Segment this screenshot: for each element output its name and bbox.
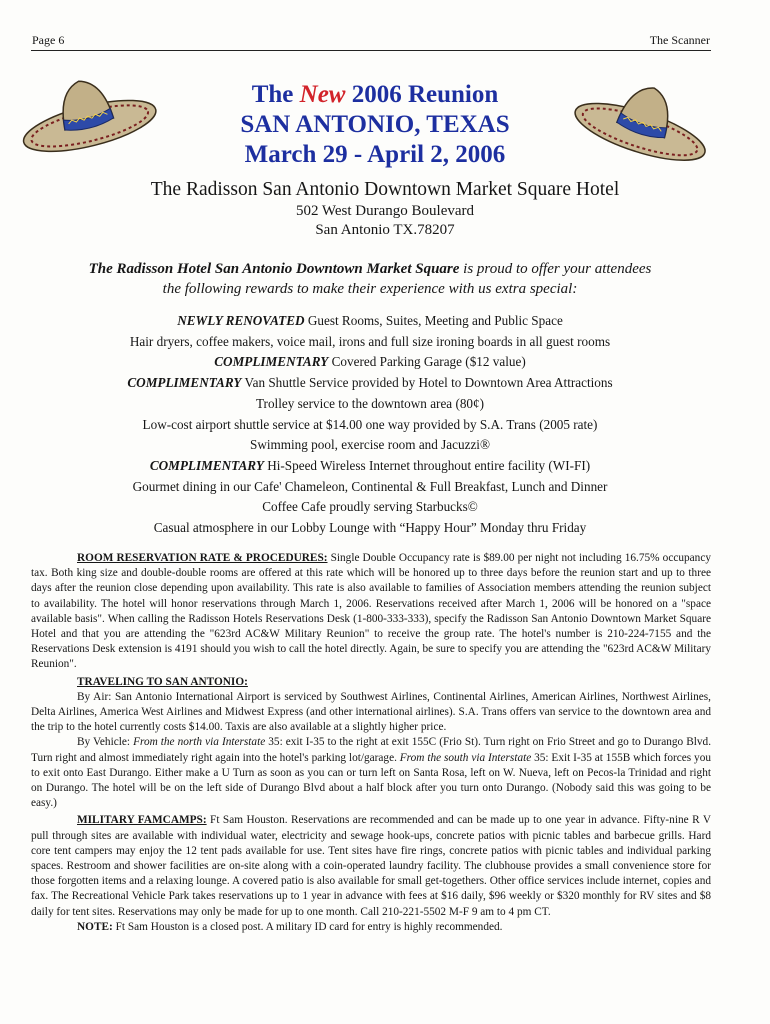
hotel-street: 502 West Durango Boulevard bbox=[295, 203, 475, 219]
hotel-name: The Radisson San Antonio Downtown Market Square Hotel bbox=[150, 179, 620, 200]
amenity-line: COMPLIMENTARY Van Shuttle Service provided by Hotel to Downtown Area Attractions bbox=[127, 375, 613, 391]
intro-hotel-name: The Radisson Hotel San Antonio Downtown Market Square bbox=[88, 261, 460, 277]
military-note bbox=[31, 920, 711, 935]
amenity-line: COMPLIMENTARY Covered Parking Garage ($12 value) bbox=[214, 354, 526, 370]
amenity-line: Coffee Cafe proudly serving Starbucks© bbox=[262, 499, 478, 515]
sombrero-right-icon bbox=[566, 74, 716, 164]
military-section bbox=[31, 813, 711, 919]
page-number: Page 6 bbox=[32, 33, 65, 47]
title-location: SAN ANTONIO, TEXAS bbox=[240, 111, 510, 138]
amenity-line: Trolley service to the downtown area (80¢) bbox=[255, 395, 485, 411]
hotel-info bbox=[60, 178, 710, 240]
traveling-heading: TRAVELING TO SAN ANTONIO: bbox=[77, 675, 248, 688]
amenity-line: Gourmet dining in our Cafe' Chameleon, Continental & Full Breakfast, Lunch and Dinner bbox=[132, 478, 608, 494]
traveling-vehicle: By Vehicle: From the north via Interstate 35: exit I-35 to the right at exit 155C (Frio St). Turn right on Frio Street and go to Durango Blvd. Turn right and almost immediately right again into the hotel's parking lot/garage. From the south via Interstate 35: Exit I-35 at 155B which forces you to exit onto East Durango. Either make a U Turn as soon as you can or turn left on Santa Rosa, left on W. Nueva, left on Pecos-la Trinidad and right on Durango. The hotel will be on the left side of Durango Blvd about a half block after you turn onto Durango. (Nobody said this was going to be easy.) bbox=[31, 736, 712, 810]
publication-name: The Scanner bbox=[649, 33, 710, 47]
traveling-air: By Air: San Antonio International Airport is serviced by Southwest Airlines, Continental Airlines, American Airlines, Northwest Airlines, Delta Airlines, America West Airlines and Midwest Express (and other international airlines). S.A. Trans offers van service to the downtown area and the trip to the hotel currently costs $14.00. Taxis are also available at a slightly higher price. bbox=[31, 690, 711, 734]
page-header bbox=[32, 33, 710, 48]
note-text: Ft Sam Houston is a closed post. A military ID card for entry is highly recommended. bbox=[112, 920, 503, 933]
amenities-list bbox=[40, 311, 700, 539]
sombrero-left-icon bbox=[14, 68, 164, 158]
title-new: New bbox=[299, 81, 346, 108]
military-heading: MILITARY FAMCAMPS: bbox=[77, 814, 207, 827]
amenity-line: Casual atmosphere in our Lobby Lounge with “Happy Hour” Monday thru Friday bbox=[153, 520, 587, 536]
intro-line-2: the following rewards to make their experience with us extra special: bbox=[162, 281, 578, 297]
reunion-title bbox=[175, 80, 575, 170]
reservation-section bbox=[31, 551, 711, 673]
amenity-line: Low-cost airport shuttle service at $14.00 one way provided by S.A. Trans (2005 rate) bbox=[142, 416, 598, 432]
title-line-1 bbox=[175, 80, 575, 110]
hotel-city: San Antonio TX.78207 bbox=[315, 222, 455, 238]
amenity-line: COMPLIMENTARY Hi-Speed Wireless Internet throughout entire facility (WI-FI) bbox=[149, 457, 591, 473]
title-dates: March 29 - April 2, 2006 bbox=[244, 141, 506, 168]
reservation-text: Single Double Occupancy rate is $89.00 per night not including 16.75% occupancy tax. Both king size and double-double rooms are offered at this rate which will be honored up to three days before the reunion start and up to three days after the reunion close depending upon availability. This rate is also available to families of Association members attending the reunion subject to availability. The hotel will honor reservations through March 1, 2006. Reservations received after March 1, 2006 will be honored on a "space available basis". When calling the Radisson Hotels Reservations Desk (1-800-333-333), specify the Radisson San Antonio Downtown Market Square Hotel and that you are attending the "623rd AC&W Military Reunion" to receive the group rate. The hotel's number is 210-224-7155 and the Reservations Desk extension is 4191 should you wish to call the hotel directly. Again, be sure to specify you are attending the "623rd AC&W Military Reunion". bbox=[31, 552, 711, 671]
header-rule bbox=[31, 50, 711, 51]
title-suffix: 2006 Reunion bbox=[345, 81, 499, 108]
article-body bbox=[31, 551, 711, 935]
amenity-line: Hair dryers, coffee makers, voice mail, irons and full size ironing boards in all guest rooms bbox=[129, 333, 611, 349]
intro-text bbox=[40, 259, 700, 299]
amenity-line: Swimming pool, exercise room and Jacuzzi® bbox=[249, 437, 490, 453]
traveling-heading-para bbox=[31, 675, 711, 690]
amenity-line: NEWLY RENOVATED Guest Rooms, Suites, Meeting and Public Space bbox=[177, 313, 563, 328]
title-prefix: The bbox=[251, 81, 300, 108]
reservation-heading: ROOM RESERVATION RATE & PROCEDURES: bbox=[77, 552, 328, 564]
military-text: Ft Sam Houston. Reservations are recommended and can be made up to one year in advance. Fifty-nine R V pull through sites are available with individual water, electricity and sewage hook-ups, concrete patios with picnic tables and barbecue grills. Hard core tent campers may enjoy the 12 tent pads available for use. Tent sites have fire rings, concrete patios with picnic tables and individual parking spaces. Restroom and shower facilities are on-site along with a coin-operated laundry facility. The clubhouse provides a small convenience store for those forgotten items and a relaxing lounge. A covered patio is also available for small get-togethers. Other office services include internet, copies and fax. The Recreational Vehicle Park takes reservations up to 1 year in advance with fees at $16 daily, $96 weekly or $320 monthly for RV sites and $8 daily for tent sites. Reservations may only be made for up to one month. Call 210-221-5502 M-F 9 am to 4 pm CT. bbox=[31, 814, 712, 918]
intro-rest: is proud to offer your attendees bbox=[459, 261, 652, 277]
note-label: NOTE: bbox=[77, 920, 113, 933]
